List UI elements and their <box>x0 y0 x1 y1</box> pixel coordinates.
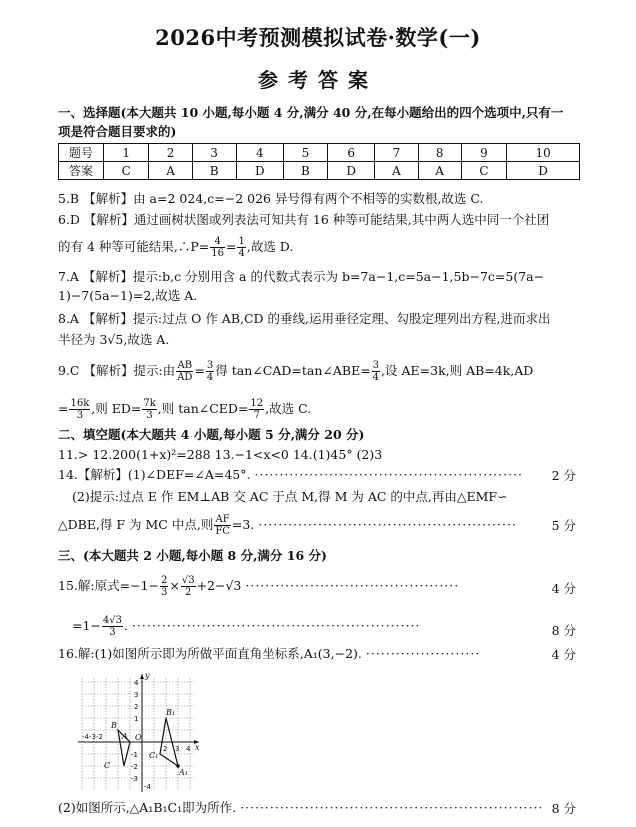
x-tick: 3 <box>175 745 180 753</box>
point-label-a: A <box>122 732 128 741</box>
point-label-c: C <box>104 761 111 770</box>
table-cell: B <box>284 162 328 180</box>
solution-q6-line1: 6.D 【解析】通过画树状图或列表法可知共有 16 种等可能结果,其中两人选中同一个社团 <box>58 212 550 227</box>
score-label: 5 分 <box>551 518 576 533</box>
table-cell: 3 <box>192 144 236 162</box>
table-cell: 10 <box>507 144 580 162</box>
x-axis-label: x <box>195 743 200 752</box>
section3-heading: 三、(本大题共 2 小题,每小题 8 分,满分 16 分) <box>58 548 327 563</box>
table-cell: D <box>507 162 580 180</box>
score-label: 8 分 <box>551 623 576 638</box>
solution-q7-line1: 7.A 【解析】提示:b,c 分别用含 a 的代数式表示为 b=7a−1,c=5a−1,5b−7c=5(7a− <box>58 269 545 284</box>
solution-q14-line1: 14.【解析】(1)∠DEF=∠A=45°. ······················································ <box>58 467 524 482</box>
table-header-cell: 题号 <box>59 144 104 162</box>
table-cell: C <box>104 162 149 180</box>
table-cell: A <box>375 162 418 180</box>
point-label-a1: A₁ <box>179 768 188 777</box>
solution-q14-line2: (2)提示:过点 E 作 EM⊥AB 交 AC 于点 M,得 M 为 AC 的中点,再由△EMF∽ <box>72 489 508 504</box>
table-cell: 8 <box>418 144 461 162</box>
page-title: 2026中考预测模拟试卷·数学(一) <box>155 25 481 50</box>
y-tick: -3 <box>131 775 138 783</box>
table-cell: 1 <box>104 144 149 162</box>
table-row-answers <box>59 162 580 180</box>
origin-label: O <box>135 733 142 742</box>
score-label: 2 分 <box>551 468 576 483</box>
table-cell: D <box>236 162 283 180</box>
table-cell: B <box>192 162 236 180</box>
score-label: 8 分 <box>551 801 576 816</box>
solution-q5: 5.B 【解析】由 a=2 024,c=−2 026 异号得有两个不相等的实数根,故选 C. <box>58 191 484 206</box>
table-header-cell: 答案 <box>59 162 104 180</box>
solution-q9-line2: = $\frac{16k}{3}$ ,则 ED= $\frac{7k}{3}$ ,则 tan∠CED= $\frac{12}{7}$ ,故选 C. <box>58 398 312 421</box>
table-cell: A <box>418 162 461 180</box>
solution-q8-line1: 8.A 【解析】提示:过点 O 作 AB,CD 的垂线,运用垂径定理、勾股定理列出方程,进而求出 <box>58 311 551 326</box>
solution-q14-line3: △DBE,得 F 为 MC 中点,则 $\frac{AF}{FC}$ =3. ···················································· <box>58 514 517 537</box>
x-ticks-negative: -4-3-2 <box>82 733 103 741</box>
table-cell: C <box>461 162 506 180</box>
section1-heading-line1: 一、选择题(本大题共 10 小题,每小题 4 分,满分 40 分,在每小题给出的四个选项中,只有一 <box>58 105 564 120</box>
table-cell: 9 <box>461 144 506 162</box>
score-label: 4 分 <box>551 647 576 662</box>
solution-q7-line2: 1)−7(5a−1)=2,故选 A. <box>58 288 198 303</box>
table-cell: 6 <box>327 144 374 162</box>
point-label-b1: B₁ <box>166 708 176 717</box>
fill-answers-line: 11.> 12.200(1+x)²=288 13.−1<x<0 14.(1)45° (2)3 <box>58 447 383 462</box>
table-cell: 4 <box>236 144 283 162</box>
page-subtitle: 参考答案 <box>258 68 378 92</box>
table-row-numbers <box>59 144 580 162</box>
y-tick: 4 <box>134 679 139 687</box>
table-cell: 5 <box>284 144 328 162</box>
solution-q16-line2: (2)如图所示,△A₁B₁C₁即为所作. ····························································· <box>58 800 544 815</box>
solution-q15-line2: =1− $\frac{4√3}{3}$ . ·························································· <box>72 615 421 638</box>
score-label: 4 分 <box>551 581 576 596</box>
y-tick: -4 <box>144 783 151 791</box>
table-cell: A <box>149 162 192 180</box>
section2-heading: 二、填空题(本大题共 4 小题,每小题 5 分,满分 20 分) <box>58 427 365 442</box>
solution-q15-line1: 15.解:原式=−1− $\frac{2}{3}$ × $\frac{√3}{2}$ +2−√3 ··········································· <box>58 575 460 598</box>
x-tick: 2 <box>163 745 168 753</box>
solution-q16-line1: 16.解:(1)如图所示即为所做平面直角坐标系,A₁(3,−2). ······················· <box>58 646 481 661</box>
y-tick: -1 <box>131 751 138 759</box>
table-cell: D <box>327 162 374 180</box>
coordinate-grid-figure <box>78 672 202 794</box>
solution-q8-line2: 半径为 3√5,故选 A. <box>58 332 170 347</box>
solution-q6-line2: 的有 4 种等可能结果,∴P= $\frac{4}{16}$ = $\frac{1}{4}$ ,故选 D. <box>58 236 294 259</box>
x-tick: 4 <box>186 745 191 753</box>
solution-q9-line1: 9.C 【解析】提示:由 $\frac{AB}{AD}$ = $\frac{3}{4}$ 得 tan∠CAD=tan∠ABE= $\frac{3}{4}$ ,设 AE=3k,则 AB=4k,AD <box>58 360 534 383</box>
table-cell: 7 <box>375 144 418 162</box>
y-axis-label: y <box>145 672 150 680</box>
section1-heading-line2: 项是符合题目要求的) <box>58 124 177 139</box>
y-tick: 2 <box>134 703 139 711</box>
y-tick: 1 <box>134 715 139 723</box>
point-label-b: B <box>111 721 117 730</box>
table-cell: 2 <box>149 144 192 162</box>
answer-table <box>58 143 580 180</box>
y-tick: 3 <box>134 691 139 699</box>
y-tick: -2 <box>131 763 138 771</box>
point-label-c1: C₁ <box>149 751 159 760</box>
